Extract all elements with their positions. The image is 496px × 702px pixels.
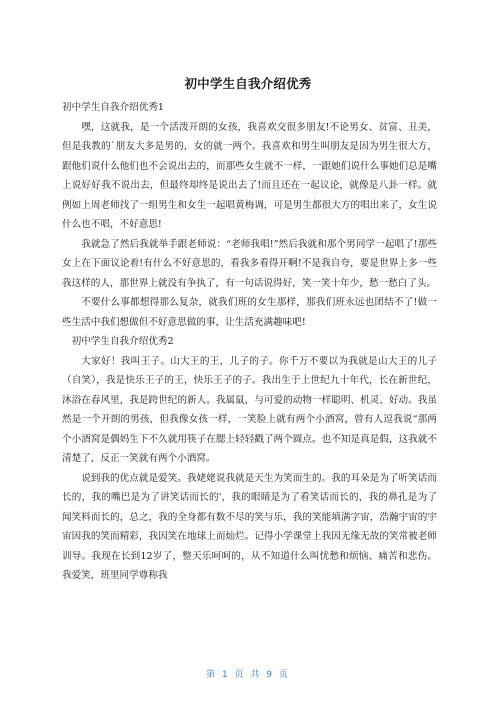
document-body bbox=[62, 98, 437, 586]
page-number-footer: 第 1 页 共 9 页 bbox=[206, 670, 290, 680]
document-title: 初中学生自我介绍优秀 bbox=[184, 76, 312, 91]
section-heading-2: 初中学生自我介绍优秀2 bbox=[71, 336, 174, 347]
paragraph: 大家好！我叫王子。山大王的王，儿子的子。你千万不要以为我就是山大王的儿子（自笑），我是快乐王子的王，快乐王子的子。我出生于上世纪九十年代，长在新世纪，沐浴在春风里，我是跨世纪的新人。我属鼠，与可爱的动物一样聪明、机灵、好动。我虽然是一个开朗的男孩，但我像女孩一样，一笑脸上就有两个小酒窝，曾有人逗我说“那两个小酒窝是偶妈生下不久就用筷子在腮上轻轻戳了两个圆点。也不知是真是假，这我就不清楚了，反正一笑就有两个小酒窝。 bbox=[62, 355, 437, 464]
paragraph: 说到我的优点就是爱笑。我姥姥说我就是天生为笑而生的。我的耳朵是为了听笑话而长的，我的嘴巴是为了讲笑话而长的'，我的眼睛是为了看笑话而长的，我的鼻孔是为了闻笑料而长的，总之，我的全身都有数不尽的笑与乐，我的笑能填满字宙，浩瀚宇宙的宇宙因我的笑而精彩，我因笑在地球上而灿烂。记得小学课堂上我因无缘无故的笑常被老师训导。我现在长到12岁了，整天乐呵呵的，从不知道什么叫忧愁和烦恼、痛苦和悲伤。我爱笑，班里同学尊称我 bbox=[62, 472, 437, 581]
section-heading-1: 初中学生自我介绍优秀1 bbox=[62, 102, 165, 113]
paragraph: 我就急了然后我就举手跟老师说：“老师我唱!”然后我就和那个男同学一起唱了!那些女上在下面议论着!有什么不好意思的，看我多看得开啊!不是我自夸，要是世界上多一些我这样的人，那世界上就没有争执了，有一句话说得好，笑一笑十年少，愁一愁白了头。 bbox=[62, 238, 437, 289]
paragraph: 不要什么事都想得那么复杂，就我们班的女生那样，那我们班永远也团结不了!做一些生活中我们想做但不好意思做的事，让生活充满趣味吧! bbox=[62, 297, 437, 328]
paragraph: 嘿，这就我，是一个活泼开朗的女孩，我喜欢交很多朋友!不论男女、贫富、丑美，但是我教的`朋友大多是男的，女的就一两个。我喜欢和男生叫朋友是因为男生很大方，跟他们说什么他们也不会说出去的，而那些女生就不一样，一跟她们说什么事她们总是嘴上说好好我不说出去，但最终却终是说出去了!而且还在一起议论，就像是八卦一样。就例如上周老师找了一组男生和女生一起唱黄梅调，可是男生都很大方的唱出来了，女生说什么也不唱，不好意思! bbox=[62, 121, 437, 230]
